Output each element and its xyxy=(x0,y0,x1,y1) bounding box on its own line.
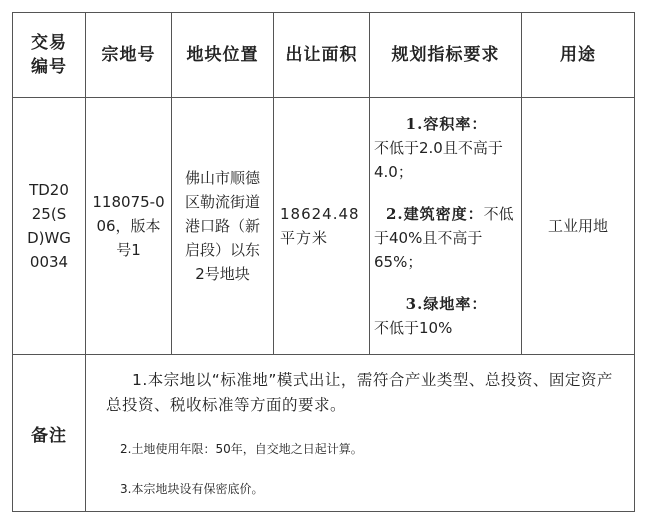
requirements-cell xyxy=(370,98,522,355)
note-1: 1.本宗地以“标准地”模式出让，需符合产业类型、总投资、固定资产总投资、税收标准等方面的要求。 xyxy=(106,371,613,414)
header-use: 用途 xyxy=(522,13,635,98)
requirement-2 xyxy=(374,202,519,274)
requirement-2-title: 2.建筑密度： xyxy=(386,205,484,223)
header-transaction-no: 交易编号 xyxy=(13,13,86,98)
note-3: 3.本宗地块设有保密底价。 xyxy=(120,482,264,496)
location: 佛山市顺德区勒流街道港口路（新启段）以东2号地块 xyxy=(184,169,260,283)
land-use: 工业用地 xyxy=(547,217,608,235)
requirement-2-text: 不低于40%且不高于65%； xyxy=(374,205,514,271)
location-cell xyxy=(172,98,274,355)
transaction-no: TD2025(SD)WG0034 xyxy=(27,181,71,271)
table-row xyxy=(13,98,635,355)
parcel-no: 118075-006，版本号1 xyxy=(92,193,165,259)
requirement-3-title: 3.绿地率： xyxy=(405,295,488,313)
notes-row xyxy=(13,355,635,512)
header-parcel-no: 宗地号 xyxy=(86,13,172,98)
requirement-1-title: 1.容积率： xyxy=(405,115,488,133)
requirement-3-text: 不低于10% xyxy=(374,319,453,337)
header-requirements: 规划指标要求 xyxy=(370,13,522,98)
note-2: 2.土地使用年限：50年，自交地之日起计算。 xyxy=(120,442,363,456)
header-location: 地块位置 xyxy=(172,13,274,98)
notes-cell xyxy=(86,355,635,512)
transaction-no-cell xyxy=(13,98,86,355)
requirement-1 xyxy=(374,112,519,184)
notes-label: 备注 xyxy=(13,355,86,512)
requirement-1-text: 不低于2.0且不高于4.0； xyxy=(374,139,503,181)
area: 18624.48平方米 xyxy=(280,205,360,247)
use-cell xyxy=(522,98,635,355)
parcel-no-cell xyxy=(86,98,172,355)
header-row xyxy=(13,13,635,98)
requirement-3 xyxy=(374,292,519,340)
area-cell xyxy=(274,98,370,355)
header-area: 出让面积 xyxy=(274,13,370,98)
land-transfer-table xyxy=(12,12,635,512)
